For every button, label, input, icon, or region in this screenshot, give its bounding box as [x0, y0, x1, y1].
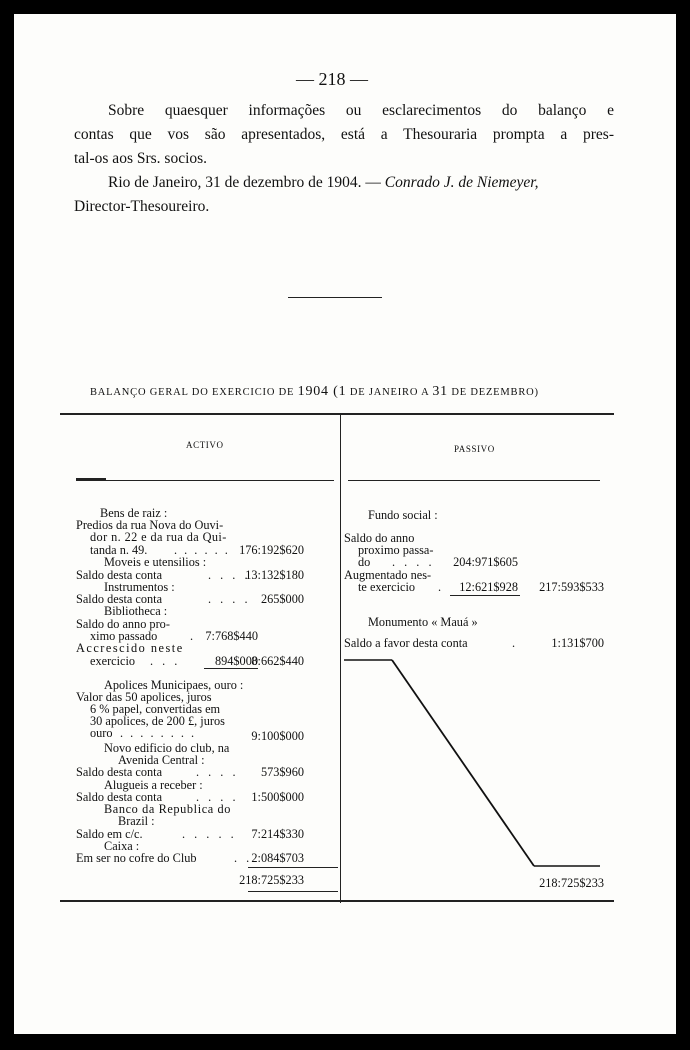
total-rule [248, 891, 338, 892]
alugueis-label: Alugueis a receber : [104, 778, 203, 792]
heading-part: DE JANEIRO A [346, 387, 433, 398]
fundo-line: te exercicio [358, 580, 416, 594]
leader-dots: . [190, 629, 194, 643]
dateline-dash: — [361, 174, 385, 191]
saldo-label: Saldo desta conta [76, 790, 163, 804]
fundo-saldo-amount: 204:971$605 [453, 555, 518, 569]
monumento-label: Monumento « Mauá » [368, 615, 478, 629]
alugueis-amount: 1:500$000 [251, 790, 304, 804]
moveis-amount: 13:132$180 [245, 568, 304, 582]
apolices-line: Valor das 50 apolices, juros [76, 690, 212, 704]
instrumentos-label: Instrumentos : [104, 580, 175, 594]
signer-role: Director-Thesoureiro. [74, 198, 210, 215]
passivo-header: PASSIVO [454, 444, 495, 454]
bibliotheca-total: 8:662$440 [251, 654, 304, 668]
paragraph-line: tal-os aos Srs. socios. [74, 150, 208, 167]
heading-part: ( [328, 384, 339, 399]
leader-dots: . [438, 580, 442, 594]
edificio-line: Avenida Central : [118, 753, 205, 767]
activo-header-rule-mark [76, 478, 106, 481]
leader-dots: . . . [150, 654, 181, 668]
banco-line: Brazil : [118, 814, 155, 828]
instrumentos-amount: 265$000 [260, 592, 304, 606]
saldo-label: Saldo desta conta [76, 568, 163, 582]
closing-paragraph [74, 99, 614, 219]
monumento-amount: 1:131$700 [551, 636, 604, 650]
apolices-line: ouro [90, 726, 113, 740]
apolices-line: 30 apolices, de 200 £, juros [90, 714, 225, 728]
saldo-label: Saldo desta conta [76, 765, 163, 779]
total-rule [248, 867, 338, 868]
heading-year: 1904 [297, 384, 329, 399]
filler-line [340, 654, 610, 874]
saldo-label: Saldo em c/c. [76, 827, 143, 841]
activo-header-rule [76, 480, 334, 481]
apolices-line: 6 % papel, convertidas em [90, 702, 221, 716]
passivo-header-rule [348, 480, 600, 481]
fundo-social-total: 217:593$533 [539, 580, 604, 594]
signer-name: Conrado J. de Niemeyer, [384, 174, 539, 191]
heading-day: 1 [338, 384, 347, 399]
separator-rule [288, 297, 382, 298]
saldo-anno-amount: 7:768$440 [205, 629, 258, 643]
saldo-label: Saldo desta conta [76, 592, 163, 606]
dateline-text: Rio de Janeiro, 31 de dezembro de 1904. [108, 174, 362, 191]
leader-dots: . . . . . [182, 827, 237, 841]
bibliotheca-line: ximo passado [90, 629, 158, 643]
bibliotheca-label: Bibliotheca : [104, 604, 168, 618]
subtotal-rule [450, 595, 520, 596]
banco-line: Banco da Republica do [104, 802, 231, 816]
leader-dots: . . . . [196, 765, 239, 779]
fundo-line: Saldo do anno [344, 531, 415, 545]
predios-line: dor n. 22 e da rua da Qui- [90, 530, 227, 544]
activo-header: ACTIVO [186, 440, 224, 450]
heading-day: 31 [432, 384, 448, 399]
bens-de-raiz-label: Bens de raiz : [100, 506, 168, 520]
fundo-social-label: Fundo social : [368, 508, 438, 522]
fundo-line: do [358, 555, 371, 569]
leader-dots: . . . . . . [174, 543, 230, 557]
activo-total: 218:725$233 [239, 873, 304, 887]
leader-dots: . . [234, 851, 253, 865]
apolices-amount: 9:100$000 [251, 729, 304, 743]
caixa-amount: 2:084$703 [251, 851, 304, 865]
fundo-line: proximo passa- [358, 543, 434, 557]
moveis-label: Moveis e utensilios : [104, 555, 207, 569]
bibliotheca-line: Accrescido neste [76, 641, 184, 655]
saldo-favor-label: Saldo a favor desta conta [344, 636, 468, 650]
page-number: — 218 — [296, 69, 368, 89]
fundo-line: Augmentado nes- [344, 568, 432, 582]
leader-dots: . . . . [208, 592, 251, 606]
leader-dots: . [512, 636, 516, 650]
caixa-line: Em ser no cofre do Club [76, 851, 197, 865]
edificio-line: Novo edificio do club, na [104, 741, 230, 755]
bibliotheca-line: exercicio [90, 654, 136, 668]
heading-part: BALANÇO GERAL DO EXERCICIO DE [90, 387, 298, 398]
subtotal-rule [204, 668, 258, 669]
bibliotheca-line: Saldo do anno pro- [76, 617, 170, 631]
heading-part: DE DEZEMBRO) [447, 387, 539, 398]
paragraph-line: contas que vos são apresentados, está a Thesouraria prompta a pres- [74, 126, 614, 143]
paragraph-line: Sobre quaesquer informações ou esclarecimentos do balanço e [108, 102, 614, 119]
predios-line: Predios da rua Nova do Ouvi- [76, 518, 224, 532]
leader-dots: . . . . [196, 790, 239, 804]
leader-dots: . . . . [208, 568, 251, 582]
predios-line: tanda n. 49. [90, 543, 148, 557]
document-page [14, 14, 676, 1034]
caixa-label: Caixa : [104, 839, 140, 853]
fundo-augmentado-amount: 12:621$928 [459, 580, 518, 594]
predios-amount: 176:192$620 [239, 543, 304, 557]
table-bottom-rule [60, 900, 614, 902]
accrescido-amount: 894$000 [214, 654, 258, 668]
leader-dots: . . . . . . . . [120, 726, 197, 740]
balance-heading [90, 384, 539, 400]
leader-dots: . . . . [392, 555, 435, 569]
banco-amount: 7:214$330 [251, 827, 304, 841]
edificio-amount: 573$960 [260, 765, 304, 779]
passivo-total: 218:725$233 [539, 876, 604, 890]
table-top-rule [60, 413, 614, 415]
dateline [74, 171, 614, 195]
apolices-label: Apolices Municipaes, ouro : [104, 678, 244, 692]
